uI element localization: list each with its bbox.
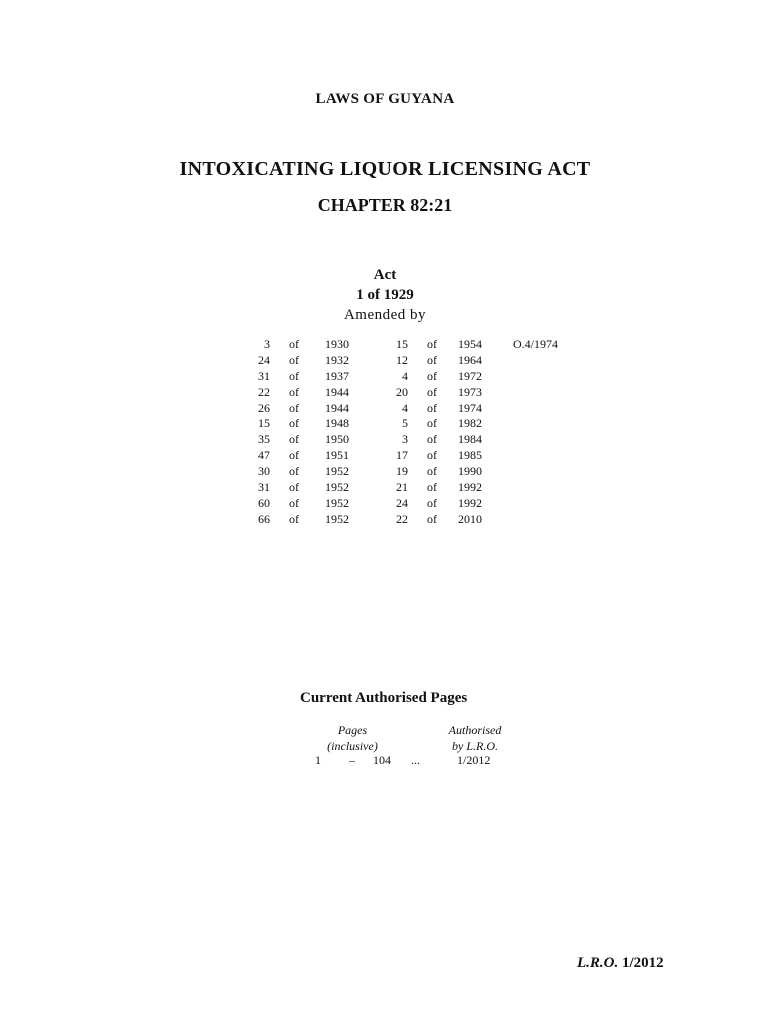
footer-lro	[577, 955, 664, 972]
amendment-of1: of	[289, 480, 299, 495]
pages-header-line1: Pages	[337, 723, 368, 737]
amendment-n2: 19	[396, 464, 408, 479]
amendment-row	[0, 448, 770, 464]
amendment-y2: 1972	[458, 368, 482, 383]
amendment-y1: 1952	[325, 511, 349, 526]
amendment-of2: of	[427, 464, 437, 479]
amendment-n1: 22	[258, 384, 270, 399]
amendment-y1: 1950	[325, 432, 349, 447]
amendment-of2: of	[427, 400, 437, 415]
amendment-y1: 1944	[325, 384, 349, 399]
amendment-of2: of	[427, 511, 437, 526]
footer-lro-prefix: L.R.O.	[577, 955, 619, 971]
amendment-row	[0, 401, 770, 417]
amendment-n1: 31	[258, 368, 270, 383]
amendment-row	[0, 353, 770, 369]
authorised-header-line1: Authorised	[448, 723, 502, 737]
amendment-n1: 60	[258, 495, 270, 510]
amendment-row	[0, 496, 770, 512]
amendment-row	[0, 369, 770, 385]
amendment-n1: 24	[258, 352, 270, 367]
amendment-of1: of	[289, 352, 299, 367]
amendment-n2: 3	[402, 432, 408, 447]
amendment-y2: 1973	[458, 384, 482, 399]
amendment-n2: 12	[396, 352, 408, 367]
amendment-y2: 1954	[458, 337, 482, 351]
amendment-y1: 1948	[325, 416, 349, 431]
amendment-of1: of	[289, 511, 299, 526]
pages-column-header	[300, 722, 405, 754]
amendment-n1: 30	[258, 464, 270, 479]
amendment-row	[0, 464, 770, 480]
amendment-y2: 1982	[458, 416, 482, 431]
amendment-of1: of	[289, 464, 299, 479]
amendment-y2: 1984	[458, 432, 482, 447]
amendment-row	[0, 480, 770, 496]
amendment-n1: 35	[258, 432, 270, 447]
authorised-column-header	[425, 722, 525, 754]
amendment-of2: of	[427, 416, 437, 431]
pages-to: 104	[373, 753, 391, 767]
amendment-n2: 5	[402, 416, 408, 431]
amendment-y1: 1932	[325, 352, 349, 367]
amendment-row	[0, 416, 770, 432]
amendment-of2: of	[427, 352, 437, 367]
amendment-of2: of	[427, 368, 437, 383]
amendment-y2: 1992	[458, 495, 482, 510]
amendment-n1: 26	[258, 400, 270, 415]
amendments-table	[0, 337, 770, 528]
authorised-pages-heading: Current Authorised Pages	[300, 690, 468, 706]
amendment-n1: 15	[258, 416, 270, 431]
amendment-y2: 1974	[458, 400, 482, 415]
amendment-n2: 4	[402, 368, 408, 383]
amendment-n2: 24	[396, 495, 408, 510]
amendment-n1: 3	[264, 337, 270, 351]
amendment-y1: 1952	[325, 480, 349, 495]
amendment-of1: of	[289, 337, 299, 351]
pages-header-line2: (inclusive)	[327, 739, 378, 753]
act-title: INTOXICATING LIQUOR LICENSING ACT	[179, 158, 591, 180]
pages-dash: –	[349, 753, 355, 767]
amendment-y2: 1964	[458, 352, 482, 367]
authorised-header-line2: by L.R.O.	[452, 739, 498, 753]
amendment-of2: of	[427, 432, 437, 447]
amendment-of2: of	[427, 480, 437, 495]
amendment-row	[0, 512, 770, 528]
amendment-y1: 1930	[325, 337, 349, 351]
amendment-extra: O.4/1974	[513, 337, 558, 351]
act-label: Act	[373, 267, 397, 283]
amendment-n2: 4	[402, 400, 408, 415]
amendment-y1: 1937	[325, 368, 349, 383]
amended-by-label: Amended by	[343, 307, 427, 323]
amendment-of2: of	[427, 495, 437, 510]
amendment-of2: of	[427, 384, 437, 399]
amendment-n2: 15	[396, 337, 408, 351]
amendment-y1: 1951	[325, 448, 349, 463]
amendment-n2: 21	[396, 480, 408, 495]
amendment-n2: 22	[396, 511, 408, 526]
amendment-of2: of	[427, 337, 437, 351]
pages-authorised-value: 1/2012	[457, 753, 491, 767]
amendment-y2: 1985	[458, 448, 482, 463]
amendment-n1: 31	[258, 480, 270, 495]
amendment-of1: of	[289, 400, 299, 415]
pages-from: 1	[315, 753, 321, 767]
amendment-n2: 17	[396, 448, 408, 463]
amendment-of1: of	[289, 432, 299, 447]
amendment-of1: of	[289, 416, 299, 431]
pages-leader-dots: ...	[411, 753, 420, 767]
amendment-n2: 20	[396, 384, 408, 399]
amendment-row	[0, 337, 770, 353]
amendment-of2: of	[427, 448, 437, 463]
amendment-y1: 1952	[325, 495, 349, 510]
amendment-row	[0, 432, 770, 448]
amendment-n1: 66	[258, 511, 270, 526]
amendment-y2: 1992	[458, 480, 482, 495]
chapter-number: CHAPTER 82:21	[317, 195, 453, 215]
amendment-y2: 1990	[458, 464, 482, 479]
amendment-of1: of	[289, 368, 299, 383]
amendment-y2: 2010	[458, 511, 482, 526]
amendment-of1: of	[289, 448, 299, 463]
amendment-of1: of	[289, 384, 299, 399]
laws-header: LAWS OF GUYANA	[315, 91, 455, 107]
amendment-of1: of	[289, 495, 299, 510]
amendment-row	[0, 385, 770, 401]
amendment-y1: 1944	[325, 400, 349, 415]
amendment-n1: 47	[258, 448, 270, 463]
footer-lro-value: 1/2012	[622, 955, 664, 971]
act-number: 1 of 1929	[356, 287, 414, 303]
amendment-y1: 1952	[325, 464, 349, 479]
